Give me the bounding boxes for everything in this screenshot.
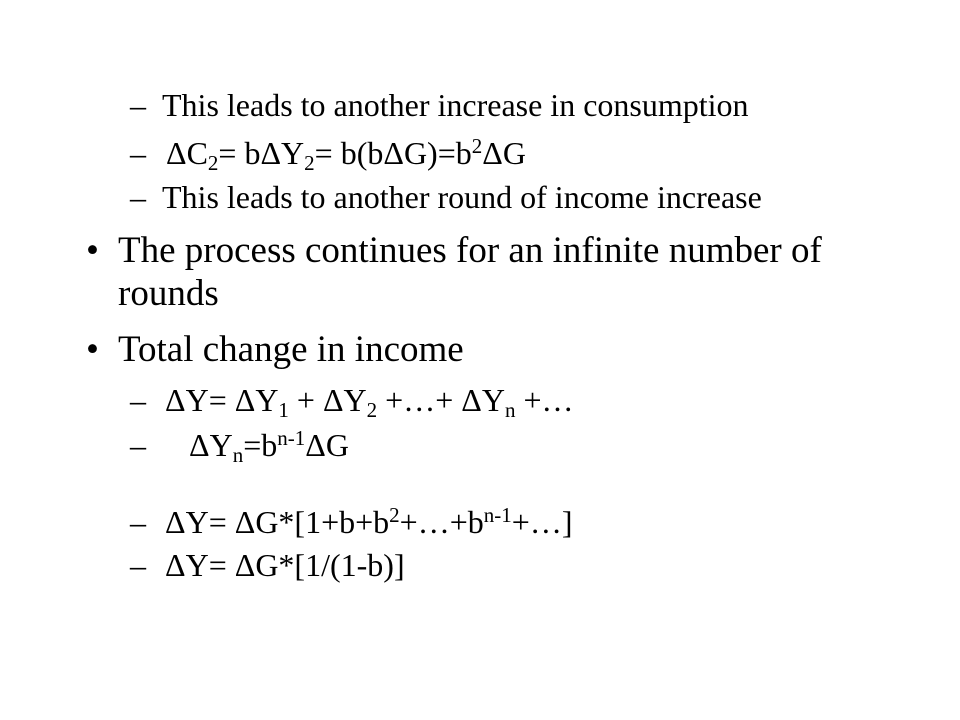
equation bbox=[165, 502, 572, 546]
superscript: n-1 bbox=[277, 426, 306, 450]
equation-part: ΔY= ΔG*[1/(1-b)] bbox=[165, 547, 405, 583]
subscript: n bbox=[504, 398, 516, 422]
bullet-marker: • bbox=[86, 230, 99, 271]
equation bbox=[165, 545, 405, 585]
equation-part: + ΔY bbox=[288, 382, 367, 418]
sub-item-equation-delta-c2 bbox=[0, 133, 960, 173]
dash-marker: – bbox=[130, 135, 146, 171]
equation-part: ΔC bbox=[166, 135, 208, 171]
equation-part: ΔG bbox=[305, 427, 349, 463]
dash-marker: – bbox=[130, 427, 146, 463]
sub-item-equation-multiplier bbox=[0, 545, 960, 585]
equation bbox=[165, 380, 573, 424]
equation-part: +…+ ΔY bbox=[377, 382, 505, 418]
subscript: 2 bbox=[304, 151, 315, 175]
equation-part: ΔG bbox=[482, 135, 526, 171]
equation bbox=[166, 133, 526, 177]
sub-item-equation-yn bbox=[0, 425, 960, 465]
superscript: n-1 bbox=[483, 503, 512, 527]
bullet-item-process-continues bbox=[86, 229, 878, 315]
superscript: 2 bbox=[389, 503, 400, 527]
bullet-item-total-change bbox=[86, 328, 878, 371]
sub-item-text: This leads to another round of income increase bbox=[162, 179, 762, 215]
equation-part: = bΔY bbox=[218, 135, 305, 171]
dash-marker: – bbox=[130, 179, 146, 215]
bullet-text: Total change in income bbox=[118, 329, 464, 370]
equation-part: =b bbox=[243, 427, 278, 463]
dash-marker: – bbox=[130, 504, 146, 540]
equation-part: +…] bbox=[511, 504, 573, 540]
equation-part: ΔY bbox=[189, 427, 233, 463]
sub-item-equation-series bbox=[0, 502, 960, 542]
sub-item-text: This leads to another increase in consumption bbox=[162, 87, 749, 123]
equation bbox=[189, 425, 349, 469]
dash-marker: – bbox=[130, 87, 146, 123]
bullet-text: The process continues for an infinite number of rounds bbox=[118, 230, 822, 314]
subscript: 2 bbox=[366, 398, 378, 422]
dash-marker: – bbox=[130, 382, 146, 418]
dash-marker: – bbox=[130, 547, 146, 583]
subscript: 1 bbox=[278, 398, 289, 422]
sub-item-equation-sum bbox=[0, 380, 960, 420]
equation-part: +… bbox=[515, 382, 574, 418]
subscript: 2 bbox=[207, 151, 219, 175]
equation-part: ΔY= ΔG*[1+b+b bbox=[165, 504, 390, 540]
equation-part: ΔY= ΔY bbox=[165, 382, 279, 418]
sub-item-income-round bbox=[0, 177, 960, 217]
bullet-marker: • bbox=[86, 329, 99, 370]
equation-part: +…+b bbox=[399, 504, 484, 540]
sub-item-consumption-increase bbox=[0, 85, 960, 125]
equation-part: = b(bΔG)=b bbox=[314, 135, 472, 171]
subscript: n bbox=[232, 443, 244, 467]
superscript: 2 bbox=[471, 134, 483, 158]
